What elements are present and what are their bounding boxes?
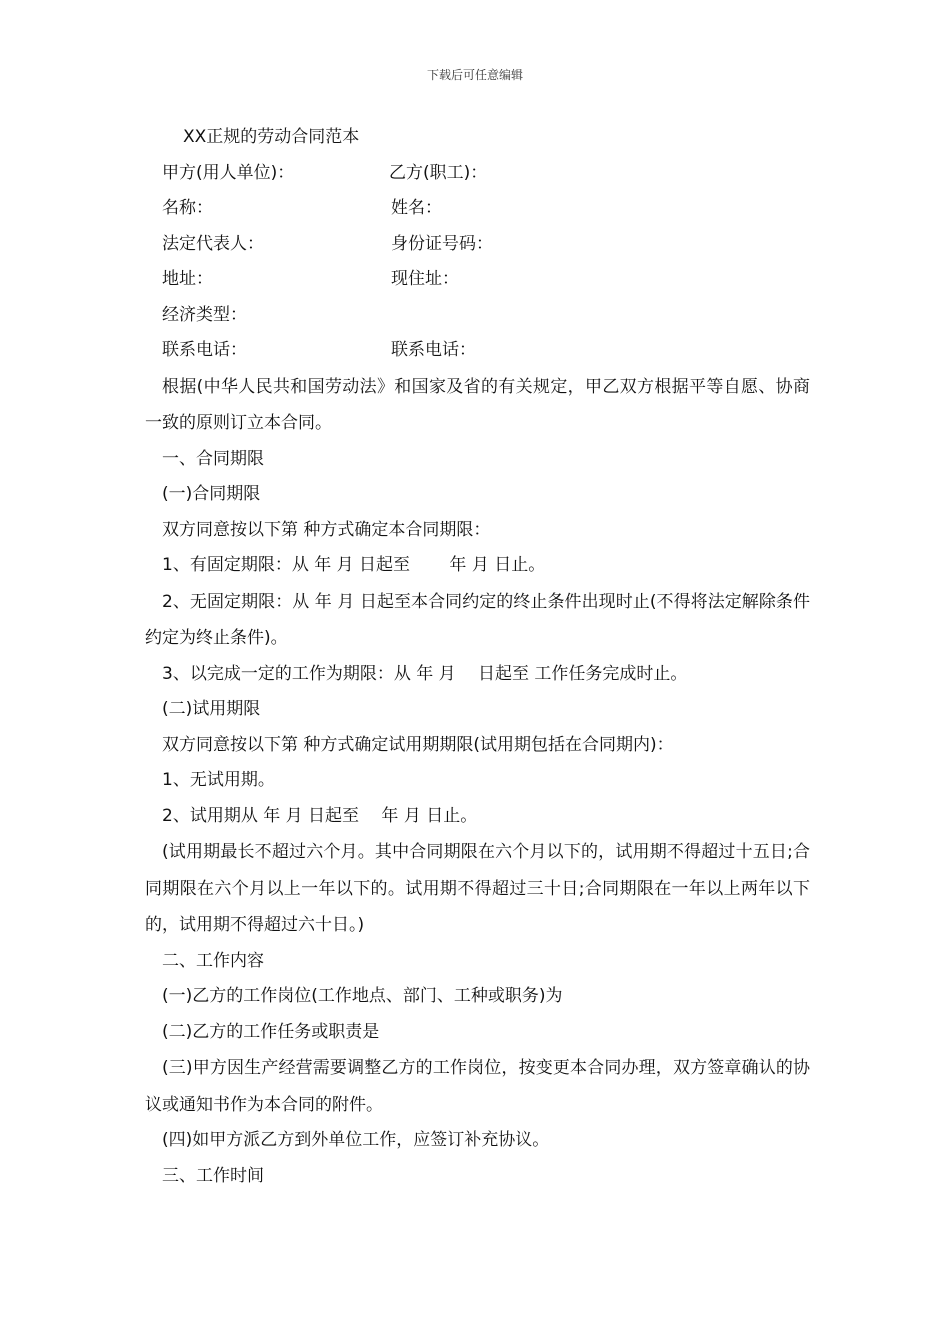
document-title: XX正规的劳动合同范本 bbox=[183, 127, 360, 147]
rep-row bbox=[145, 227, 810, 263]
list-item: (一)乙方的工作岗位(工作地点、部门、工种或职务)为 bbox=[162, 986, 563, 1006]
page-header: 下载后可任意编辑 bbox=[426, 68, 523, 82]
list-item: 1、无试用期。 bbox=[162, 770, 275, 790]
intro-paragraph: 根据(中华人民共和国劳动法》和国家及省的有关规定，甲乙双方根据平等自愿、协商一致的原则订立本合同。 bbox=[145, 376, 810, 433]
section-heading: 三、工作时间 bbox=[162, 1165, 264, 1186]
paragraph: 双方同意按以下第 种方式确定试用期期限(试用期包括在合同期内)： bbox=[162, 734, 674, 755]
list-item: (二)乙方的工作任务或职责是 bbox=[162, 1021, 380, 1042]
phone-a-label: 联系电话： bbox=[162, 340, 247, 360]
address-row bbox=[145, 262, 810, 298]
list-item: 2、试用期从 年 月 日起至 年 月 日止。 bbox=[162, 805, 478, 826]
paragraph: 双方同意按以下第 种方式确定本合同期限： bbox=[162, 519, 491, 540]
list-item: 2、无固定期限：从 年 月 日起至本合同约定的终止条件出现时止(不得将法定解除条件约定为终止条件)。 bbox=[145, 591, 810, 648]
subsection-heading: (一)合同期限 bbox=[162, 484, 261, 504]
list-item: 3、以完成一定的工作为期限：从 年 月 日起至 工作任务完成时止。 bbox=[162, 663, 688, 684]
list-item: (四)如甲方派乙方到外单位工作，应签订补充协议。 bbox=[162, 1130, 550, 1150]
party-row bbox=[145, 156, 810, 192]
id-number-label: 身份证号码： bbox=[391, 233, 493, 254]
trial-note-paragraph: (试用期最长不超过六个月。其中合同期限在六个月以下的，试用期不得超过十五日;合同期限在六个月以上一年以下的。试用期不得超过三十日;合同期限在一年以上两年以下的，试用期不得超过六十日。) bbox=[145, 842, 810, 935]
phone-b-label: 联系电话： bbox=[391, 340, 476, 360]
party-a-label: 甲方(用人单位)： bbox=[162, 162, 295, 183]
section-heading: 一、合同期限 bbox=[162, 448, 264, 469]
contract-body bbox=[145, 120, 810, 1194]
subsection-heading: (二)试用期限 bbox=[162, 699, 261, 719]
economic-type-label: 经济类型： bbox=[162, 304, 247, 325]
employee-name-label: 姓名： bbox=[391, 198, 442, 218]
party-b-label: 乙方(职工)： bbox=[389, 162, 488, 183]
list-item: 1、有固定期限：从 年 月 日起至 年 月 日止。 bbox=[162, 555, 546, 575]
legal-rep-label: 法定代表人： bbox=[162, 233, 264, 254]
list-item: (三)甲方因生产经营需要调整乙方的工作岗位，按变更本合同办理，双方签章确认的协议或通知书作为本合同的附件。 bbox=[145, 1058, 810, 1115]
company-name-label: 名称： bbox=[162, 198, 213, 218]
name-row bbox=[145, 191, 810, 227]
section-heading: 二、工作内容 bbox=[162, 950, 264, 971]
phone-row bbox=[145, 333, 810, 369]
address-label: 地址： bbox=[162, 269, 213, 289]
current-address-label: 现住址： bbox=[391, 269, 459, 289]
